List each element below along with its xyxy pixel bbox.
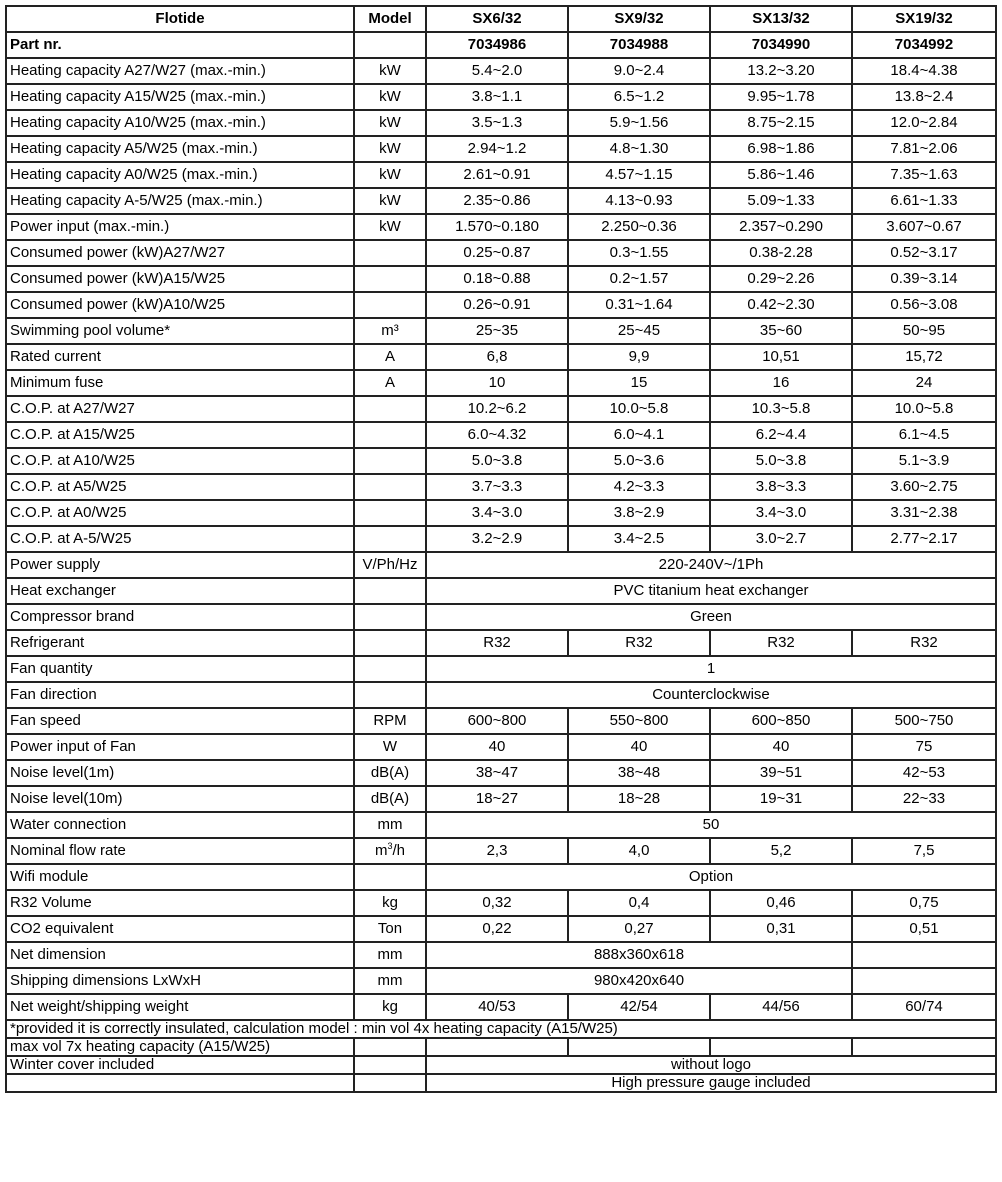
row-unit: [354, 474, 426, 500]
row-value: 600~800: [426, 708, 568, 734]
row-unit: dB(A): [354, 760, 426, 786]
row-value: 18.4~4.38: [852, 58, 996, 84]
row-unit: [354, 448, 426, 474]
row-value: 2.77~2.17: [852, 526, 996, 552]
row-value: 3.8~2.9: [568, 500, 710, 526]
table-row: [6, 916, 996, 942]
row-value: 3.4~2.5: [568, 526, 710, 552]
row-value: 0.42~2.30: [710, 292, 852, 318]
table-row: [6, 708, 996, 734]
table-row: [6, 266, 996, 292]
row-value: 0.3~1.55: [568, 240, 710, 266]
row-value: 42~53: [852, 760, 996, 786]
row-value-shared: Counterclockwise: [426, 682, 996, 708]
row-value-shared: 50: [426, 812, 996, 838]
row-value-shared: 888x360x618: [426, 942, 852, 968]
row-label: Heat exchanger: [6, 578, 354, 604]
table-row: [6, 864, 996, 890]
row-value: 0,32: [426, 890, 568, 916]
row-value: 2.357~0.290: [710, 214, 852, 240]
row-value-shared: PVC titanium heat exchanger: [426, 578, 996, 604]
row-label: Rated current: [6, 344, 354, 370]
row-unit: kW: [354, 110, 426, 136]
row-label: Minimum fuse: [6, 370, 354, 396]
row-value: R32: [568, 630, 710, 656]
row-label: Fan speed: [6, 708, 354, 734]
table-row: [6, 162, 996, 188]
unit-superscript: 3: [387, 841, 393, 851]
row-value: 6.0~4.1: [568, 422, 710, 448]
row-value: 10.0~5.8: [568, 396, 710, 422]
row-unit: kW: [354, 214, 426, 240]
row-value: 4.13~0.93: [568, 188, 710, 214]
row-value: 6.61~1.33: [852, 188, 996, 214]
row-value: 13.8~2.4: [852, 84, 996, 110]
row-label: Noise level(1m): [6, 760, 354, 786]
row-unit: kg: [354, 994, 426, 1020]
row-label: Fan quantity: [6, 656, 354, 682]
row-value: 4,0: [568, 838, 710, 864]
row-unit: A: [354, 370, 426, 396]
row-label: Power input of Fan: [6, 734, 354, 760]
row-value: 6.1~4.5: [852, 422, 996, 448]
row-label: Consumed power (kW)A27/W27: [6, 240, 354, 266]
table-row: [6, 344, 996, 370]
row-value: 38~48: [568, 760, 710, 786]
row-value-shared: Green: [426, 604, 996, 630]
footnote-row: [6, 1020, 996, 1038]
row-label: Water connection: [6, 812, 354, 838]
empty-cell: [354, 1074, 426, 1092]
row-value: 15,72: [852, 344, 996, 370]
row-value: 5.0~3.8: [710, 448, 852, 474]
row-unit: m³: [354, 318, 426, 344]
row-label: C.O.P. at A27/W27: [6, 396, 354, 422]
empty-cell: [568, 1038, 710, 1056]
row-value: 5.4~2.0: [426, 58, 568, 84]
row-value: 35~60: [710, 318, 852, 344]
row-value: R32: [852, 630, 996, 656]
row-value: 75: [852, 734, 996, 760]
row-value: 0.52~3.17: [852, 240, 996, 266]
refrigerant-row: [6, 630, 996, 656]
row-value: 4.8~1.30: [568, 136, 710, 162]
table-row: [6, 292, 996, 318]
empty-cell: [426, 1038, 568, 1056]
empty-cell: [852, 1038, 996, 1056]
row-value: 10.0~5.8: [852, 396, 996, 422]
row-value: 3.2~2.9: [426, 526, 568, 552]
row-value: 7.81~2.06: [852, 136, 996, 162]
table-row: [6, 240, 996, 266]
row-value: 5.86~1.46: [710, 162, 852, 188]
row-value: 0.31~1.64: [568, 292, 710, 318]
row-label: C.O.P. at A10/W25: [6, 448, 354, 474]
row-label: Heating capacity A-5/W25 (max.-min.): [6, 188, 354, 214]
row-value: 44/56: [710, 994, 852, 1020]
row-value: 6.98~1.86: [710, 136, 852, 162]
row-label: Wifi module: [6, 864, 354, 890]
row-value: 3.60~2.75: [852, 474, 996, 500]
row-value: 6.5~1.2: [568, 84, 710, 110]
row-value-empty: [852, 942, 996, 968]
row-value: 3.5~1.3: [426, 110, 568, 136]
row-value: 0.56~3.08: [852, 292, 996, 318]
table-row: [6, 552, 996, 578]
row-label: Nominal flow rate: [6, 838, 354, 864]
row-unit: [354, 32, 426, 58]
row-value: 10: [426, 370, 568, 396]
row-value: 6.2~4.4: [710, 422, 852, 448]
row-unit: [354, 500, 426, 526]
table-row: [6, 942, 996, 968]
row-label: Compressor brand: [6, 604, 354, 630]
row-unit: kW: [354, 58, 426, 84]
row-value: 5.1~3.9: [852, 448, 996, 474]
row-value: 3.607~0.67: [852, 214, 996, 240]
row-unit: A: [354, 344, 426, 370]
row-value: 5.09~1.33: [710, 188, 852, 214]
row-unit: Ton: [354, 916, 426, 942]
row-value: 39~51: [710, 760, 852, 786]
part-number: 7034990: [710, 32, 852, 58]
header-row: [6, 6, 996, 32]
row-value: 2.61~0.91: [426, 162, 568, 188]
table-row: [6, 500, 996, 526]
row-value: 2.35~0.86: [426, 188, 568, 214]
row-value: 10,51: [710, 344, 852, 370]
row-value: 550~800: [568, 708, 710, 734]
table-row: [6, 214, 996, 240]
row-value: 7.35~1.63: [852, 162, 996, 188]
model-sx19: SX19/32: [852, 6, 996, 32]
row-value: 500~750: [852, 708, 996, 734]
row-value: 1.570~0.180: [426, 214, 568, 240]
row-unit: [354, 292, 426, 318]
row-value: 13.2~3.20: [710, 58, 852, 84]
row-value-shared: High pressure gauge included: [426, 1074, 996, 1092]
row-unit: kW: [354, 84, 426, 110]
row-value: 0,75: [852, 890, 996, 916]
row-value: R32: [710, 630, 852, 656]
row-unit: [354, 578, 426, 604]
row-value: 3.8~1.1: [426, 84, 568, 110]
row-value: 600~850: [710, 708, 852, 734]
row-unit: V/Ph/Hz: [354, 552, 426, 578]
row-label: Part nr.: [6, 32, 354, 58]
row-value: 3.7~3.3: [426, 474, 568, 500]
row-unit: [354, 864, 426, 890]
row-unit: [354, 240, 426, 266]
row-label: Net dimension: [6, 942, 354, 968]
row-unit: mm: [354, 942, 426, 968]
model-sx13: SX13/32: [710, 6, 852, 32]
row-value: 5.0~3.6: [568, 448, 710, 474]
row-value: 3.4~3.0: [426, 500, 568, 526]
table-row: [6, 682, 996, 708]
winter-cover-row: [6, 1056, 996, 1074]
row-value: 0.39~3.14: [852, 266, 996, 292]
table-row: [6, 396, 996, 422]
row-value: R32: [426, 630, 568, 656]
row-value: 22~33: [852, 786, 996, 812]
row-unit: [354, 838, 426, 864]
row-label: Noise level(10m): [6, 786, 354, 812]
row-unit: [354, 396, 426, 422]
table-row: [6, 526, 996, 552]
row-value: 7,5: [852, 838, 996, 864]
row-value: 3.31~2.38: [852, 500, 996, 526]
row-label: Consumed power (kW)A15/W25: [6, 266, 354, 292]
empty-cell: [354, 1056, 426, 1074]
row-unit: mm: [354, 812, 426, 838]
row-value: 12.0~2.84: [852, 110, 996, 136]
table-row: [6, 604, 996, 630]
row-value: 0,46: [710, 890, 852, 916]
table-row: [6, 968, 996, 994]
table-row: [6, 474, 996, 500]
row-value: 40: [568, 734, 710, 760]
row-value: 19~31: [710, 786, 852, 812]
table-row: [6, 760, 996, 786]
row-value: 0.18~0.88: [426, 266, 568, 292]
table-row: [6, 110, 996, 136]
row-value: 0,4: [568, 890, 710, 916]
table-row: [6, 578, 996, 604]
row-label: C.O.P. at A15/W25: [6, 422, 354, 448]
table-row: [6, 786, 996, 812]
row-value: 5.9~1.56: [568, 110, 710, 136]
row-value: 0.29~2.26: [710, 266, 852, 292]
gauge-row: [6, 1074, 996, 1092]
part-number: 7034988: [568, 32, 710, 58]
row-label: Fan direction: [6, 682, 354, 708]
table-row: [6, 422, 996, 448]
empty-cell: [6, 1074, 354, 1092]
row-value: 15: [568, 370, 710, 396]
row-value: 2.250~0.36: [568, 214, 710, 240]
row-unit: kW: [354, 136, 426, 162]
unit-tail: /h: [392, 842, 406, 859]
table-row: [6, 370, 996, 396]
row-unit: [354, 682, 426, 708]
row-unit: [354, 604, 426, 630]
row-label: Heating capacity A5/W25 (max.-min.): [6, 136, 354, 162]
row-value: 24: [852, 370, 996, 396]
row-value: 8.75~2.15: [710, 110, 852, 136]
row-value: 3.8~3.3: [710, 474, 852, 500]
row-unit: dB(A): [354, 786, 426, 812]
empty-cell: [354, 1038, 426, 1056]
row-value: 3.0~2.7: [710, 526, 852, 552]
row-value: 40: [426, 734, 568, 760]
row-label: Swimming pool volume*: [6, 318, 354, 344]
row-value: 40/53: [426, 994, 568, 1020]
row-value: 18~27: [426, 786, 568, 812]
row-value: 0,22: [426, 916, 568, 942]
row-value: 5.0~3.8: [426, 448, 568, 474]
row-value-shared: 220-240V~/1Ph: [426, 552, 996, 578]
row-label: Power supply: [6, 552, 354, 578]
row-value: 0,27: [568, 916, 710, 942]
row-value-shared: 1: [426, 656, 996, 682]
row-label: Heating capacity A10/W25 (max.-min.): [6, 110, 354, 136]
part-number-row: [6, 32, 996, 58]
row-unit: kW: [354, 162, 426, 188]
table-row: [6, 84, 996, 110]
flow-rate-row: [6, 838, 996, 864]
row-label: C.O.P. at A0/W25: [6, 500, 354, 526]
row-label: Refrigerant: [6, 630, 354, 656]
row-value: 10.3~5.8: [710, 396, 852, 422]
row-unit: [354, 630, 426, 656]
row-value: 2,3: [426, 838, 568, 864]
table-row: [6, 890, 996, 916]
row-label: R32 Volume: [6, 890, 354, 916]
row-value: 5,2: [710, 838, 852, 864]
row-unit: [354, 526, 426, 552]
row-value: 60/74: [852, 994, 996, 1020]
row-label: Heating capacity A15/W25 (max.-min.): [6, 84, 354, 110]
row-value: 0.26~0.91: [426, 292, 568, 318]
row-value: 42/54: [568, 994, 710, 1020]
row-label: Heating capacity A27/W27 (max.-min.): [6, 58, 354, 84]
row-value-empty: [852, 968, 996, 994]
row-label: Heating capacity A0/W25 (max.-min.): [6, 162, 354, 188]
footnote-text: *provided it is correctly insulated, calculation model : min vol 4x heating capacity (A15/W25): [6, 1020, 996, 1038]
row-value: 0.25~0.87: [426, 240, 568, 266]
row-value: 3.4~3.0: [710, 500, 852, 526]
table-row: [6, 188, 996, 214]
row-value: 9.0~2.4: [568, 58, 710, 84]
table-row: [6, 58, 996, 84]
row-value: 0,51: [852, 916, 996, 942]
row-value-shared: Option: [426, 864, 996, 890]
row-value: 16: [710, 370, 852, 396]
table-row: [6, 318, 996, 344]
table-row: [6, 448, 996, 474]
row-label: Consumed power (kW)A10/W25: [6, 292, 354, 318]
row-value: 10.2~6.2: [426, 396, 568, 422]
row-value: 38~47: [426, 760, 568, 786]
row-unit: kW: [354, 188, 426, 214]
row-unit: kg: [354, 890, 426, 916]
part-number: 7034986: [426, 32, 568, 58]
row-value: 25~35: [426, 318, 568, 344]
table-row: [6, 136, 996, 162]
row-unit: W: [354, 734, 426, 760]
row-unit: [354, 422, 426, 448]
row-unit: RPM: [354, 708, 426, 734]
row-value: 6,8: [426, 344, 568, 370]
row-unit: mm: [354, 968, 426, 994]
empty-cell: [710, 1038, 852, 1056]
footnote-row: [6, 1038, 996, 1056]
row-label: C.O.P. at A-5/W25: [6, 526, 354, 552]
model-sx6: SX6/32: [426, 6, 568, 32]
row-label: Winter cover included: [6, 1056, 354, 1074]
row-value: 2.94~1.2: [426, 136, 568, 162]
table-row: [6, 656, 996, 682]
row-value: 9,9: [568, 344, 710, 370]
row-value: 9.95~1.78: [710, 84, 852, 110]
row-value: 6.0~4.32: [426, 422, 568, 448]
model-header: Model: [354, 6, 426, 32]
row-unit: [354, 656, 426, 682]
row-value: 0.38-2.28: [710, 240, 852, 266]
footnote-text: max vol 7x heating capacity (A15/W25): [6, 1038, 354, 1056]
row-label: C.O.P. at A5/W25: [6, 474, 354, 500]
row-label: Shipping dimensions LxWxH: [6, 968, 354, 994]
row-value: 4.57~1.15: [568, 162, 710, 188]
table-row: [6, 734, 996, 760]
part-number: 7034992: [852, 32, 996, 58]
table-row: [6, 812, 996, 838]
row-label: CO2 equivalent: [6, 916, 354, 942]
row-value: 25~45: [568, 318, 710, 344]
unit-base: m: [374, 842, 388, 859]
model-sx9: SX9/32: [568, 6, 710, 32]
row-value: 0,31: [710, 916, 852, 942]
row-value: 0.2~1.57: [568, 266, 710, 292]
row-label: Power input (max.-min.): [6, 214, 354, 240]
row-value-shared: without logo: [426, 1056, 996, 1074]
row-value: 4.2~3.3: [568, 474, 710, 500]
row-value: 18~28: [568, 786, 710, 812]
row-value-shared: 980x420x640: [426, 968, 852, 994]
row-label: Net weight/shipping weight: [6, 994, 354, 1020]
row-value: 50~95: [852, 318, 996, 344]
row-value: 40: [710, 734, 852, 760]
brand-header: Flotide: [6, 6, 354, 32]
weight-row: [6, 994, 996, 1020]
spec-table: [5, 5, 997, 1093]
row-unit: [354, 266, 426, 292]
